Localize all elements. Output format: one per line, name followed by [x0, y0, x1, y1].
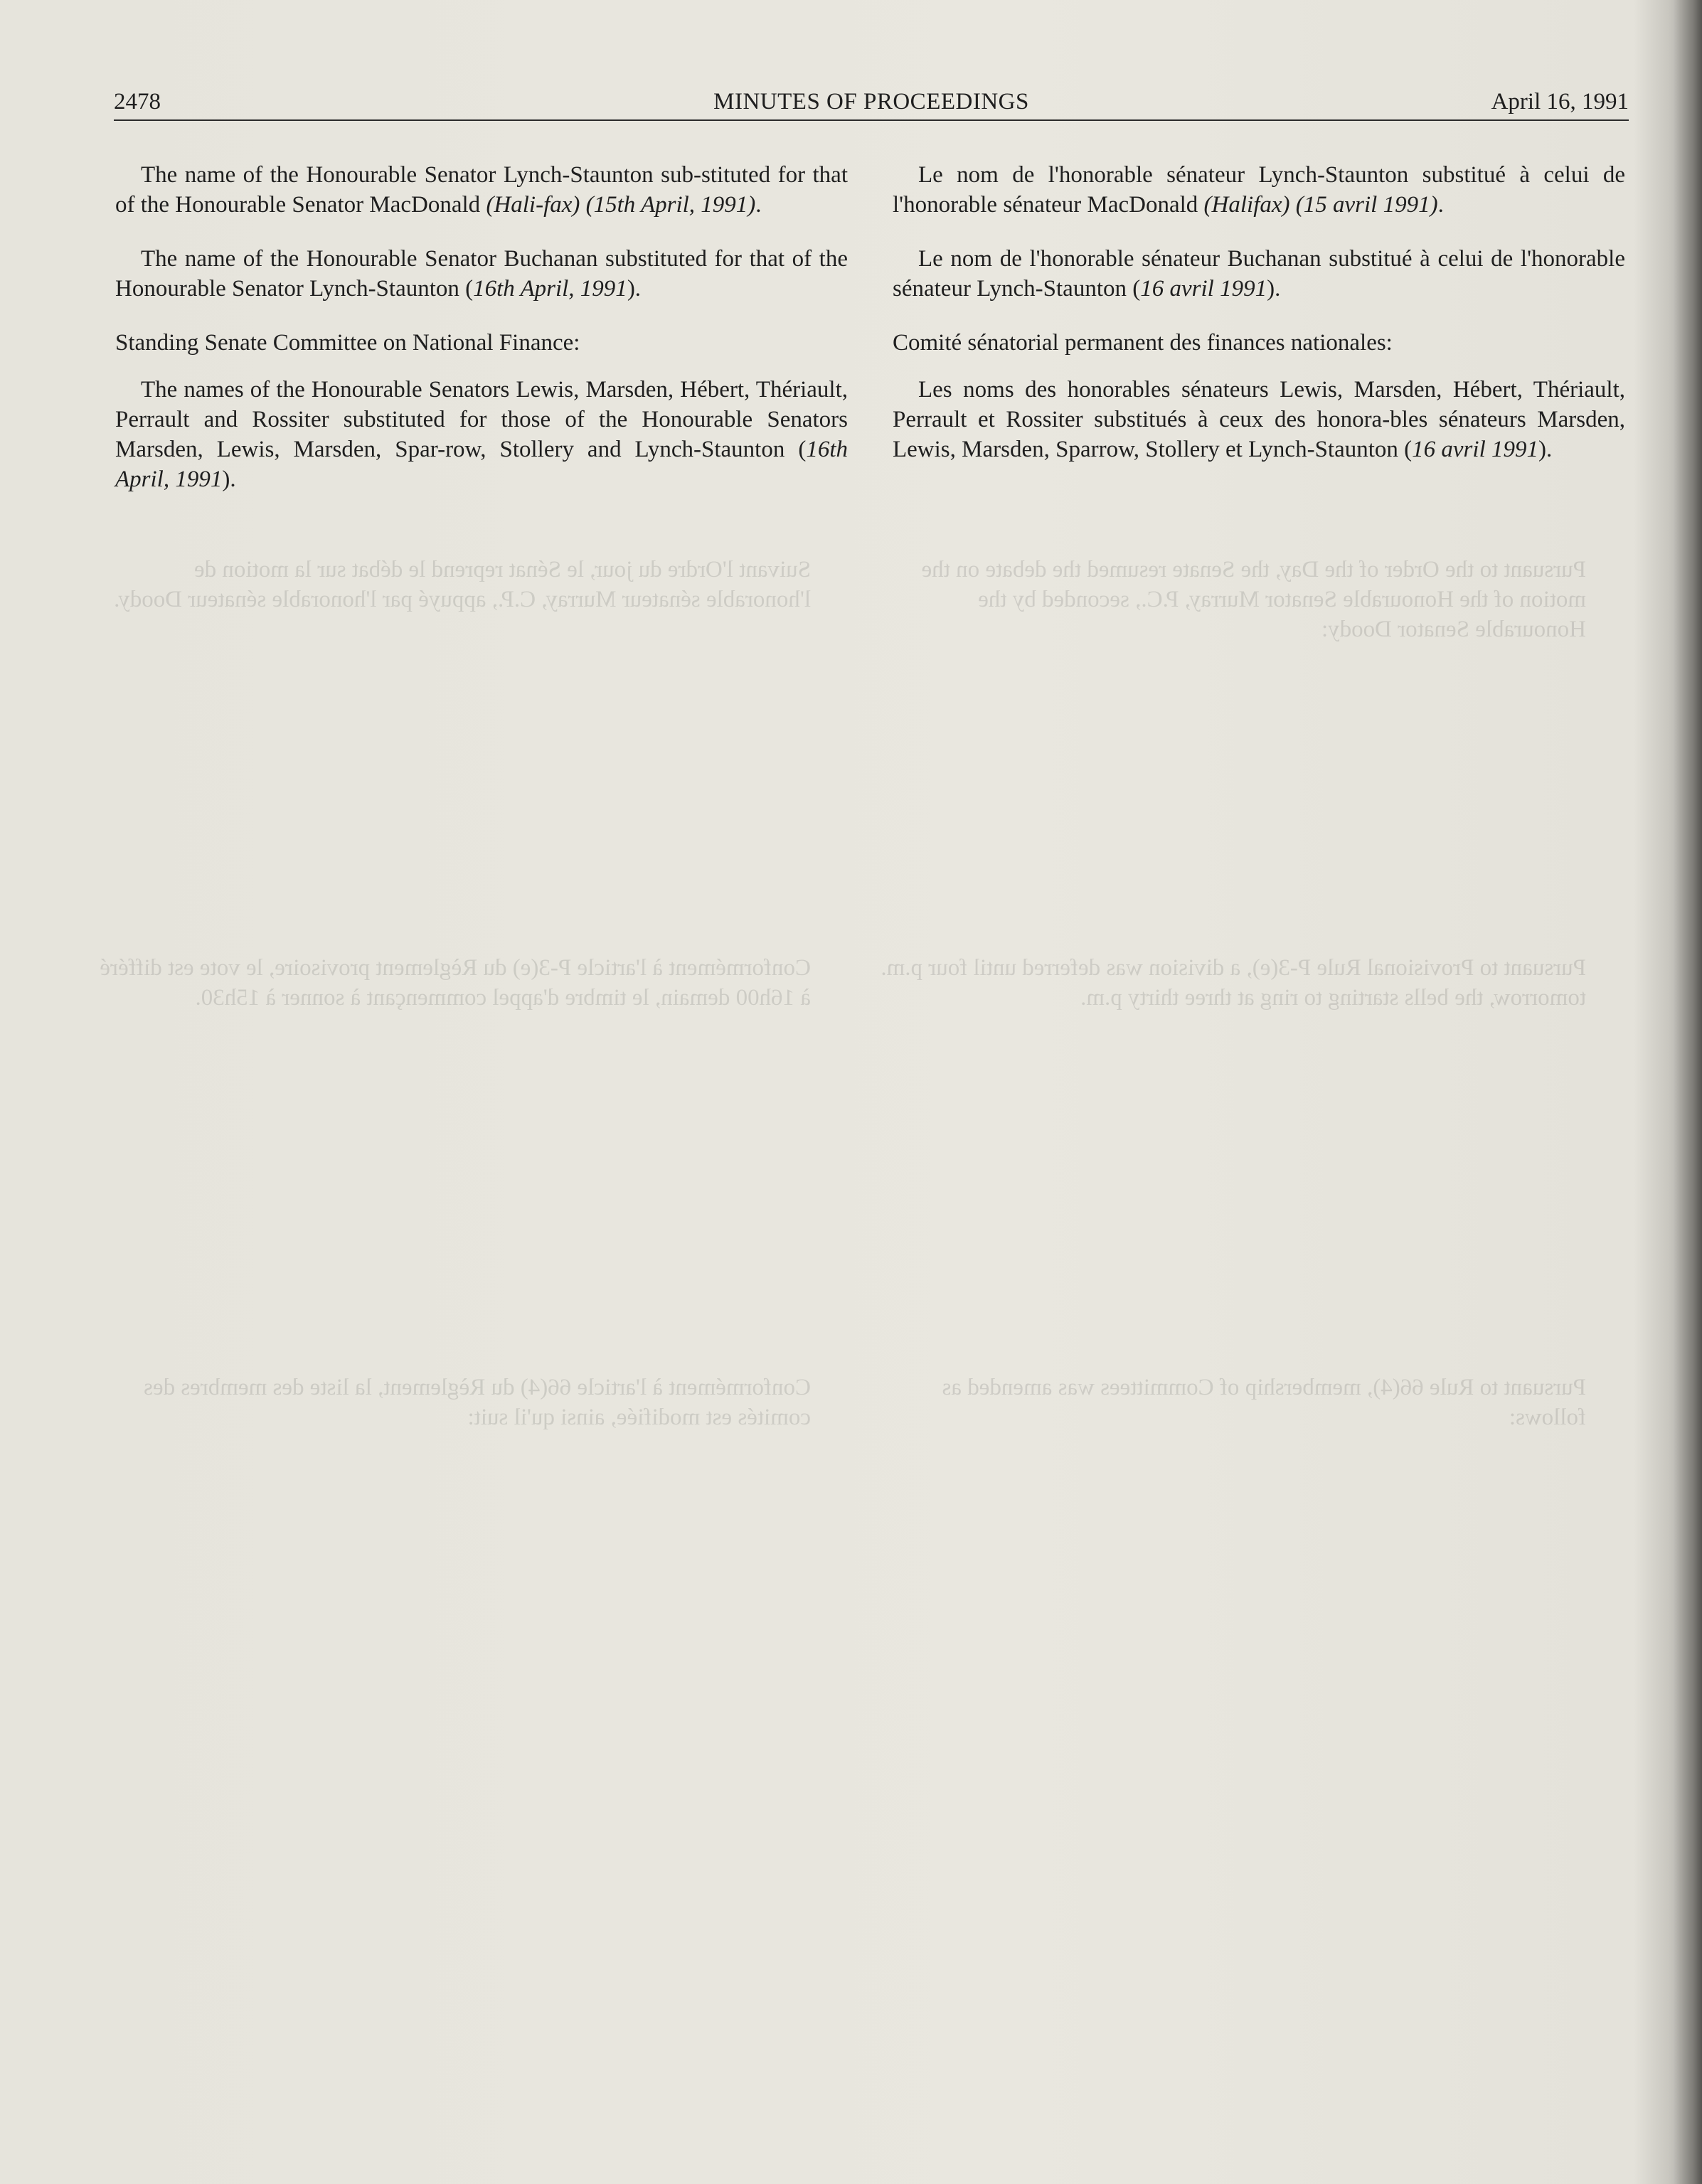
paragraph-italic-text: (Hali-fax) (15th April, 1991) — [486, 192, 756, 218]
paragraph-text-end: . — [755, 192, 762, 218]
paragraph-substitution-lynch-staunton-fr — [893, 160, 1625, 220]
paragraph-text: The name of the Honourable Senator Lynch-Staunton sub-stituted for that of the Honourable Senator MacDonald — [115, 162, 848, 218]
header-rule — [114, 119, 1629, 121]
paragraph-text: Le nom de l'honorable sénateur Lynch-Staunton substitué à celui de l'honorable sénateur MacDonald — [893, 162, 1625, 218]
paragraph-text-end: ). — [222, 467, 236, 492]
paragraph-italic-text: 16 avril 1991 — [1140, 276, 1267, 302]
bleed-block: Conformément à l'article P-3(e) du Règlement provisoire, le vote est différé à 16h00 demain, le timbre d'appel commençant à sonner à 15h30. — [100, 955, 811, 1011]
paragraph-italic-text: 16th April, 1991 — [115, 437, 848, 492]
paragraph-italic-text: 16th April, 1991 — [473, 276, 627, 302]
committee-heading-fr: Comité sénatorial permanent des finances nationales: — [893, 330, 1393, 356]
paragraph-text: Le nom de l'honorable sénateur Buchanan substitué à celui de l'honorable sénateur Lynch-Staunton ( — [893, 246, 1625, 302]
bleed-block: Conformément à l'article 66(4) du Règlement, la liste des membres des comités est modifiée, ainsi qu'il suit: — [144, 1375, 811, 1430]
paragraph-italic-text: (Halifax) (15 avril 1991) — [1203, 192, 1438, 218]
paragraph-substitution-names — [115, 375, 848, 494]
paragraph-text: The names of the Honourable Senators Lewis, Marsden, Hébert, Thériault, Perrault and Rossiter substituted for those of the Honourable Senators Marsden, Lewis, Marsden, Spar-row, Stollery and Lynch-Staunton ( — [115, 377, 848, 462]
paragraph-text-end: ). — [1267, 276, 1281, 302]
bleed-block: Suivant l'Ordre du jour, le Sénat reprend le débat sur la motion de l'honorable sénateur Murray, C.P., appuyé par l'honorable sénateur Doody. — [114, 557, 811, 612]
english-column — [115, 160, 848, 518]
paragraph-substitution-lynch-staunton — [115, 160, 848, 220]
bleed-block: Pursuant to Provisional Rule P-3(e), a division was deferred until four p.m. tomorrow, the bells starting to ring at three thirty p.m. — [881, 955, 1586, 1011]
paragraph-italic-text: 16 avril 1991 — [1412, 437, 1538, 462]
bleed-through-text — [100, 555, 1643, 2048]
running-header — [114, 85, 1629, 118]
paragraph-text-end: ). — [1538, 437, 1553, 462]
header-date: April 16, 1991 — [1491, 89, 1629, 114]
bleed-block: Pursuant to the Order of the Day, the Senate resumed the debate on the motion of the Honourable Senator Murray, P.C., seconded by the Honourable Senator Doody: — [921, 557, 1586, 642]
paragraph-text: The name of the Honourable Senator Buchanan substituted for that of the Honourable Senator Lynch-Staunton ( — [115, 246, 848, 302]
page-number: 2478 — [114, 89, 161, 114]
paragraph-substitution-buchanan-fr — [893, 244, 1625, 304]
french-column — [893, 160, 1625, 489]
paragraph-substitution-buchanan — [115, 244, 848, 304]
bleed-block: Pursuant to Rule 66(4), membership of Committees was amended as follows: — [942, 1375, 1586, 1430]
paragraph-text-end: . — [1437, 192, 1444, 218]
paragraph-substitution-names-fr — [893, 375, 1625, 464]
committee-heading: Standing Senate Committee on National Finance: — [115, 330, 580, 356]
paragraph-text-end: ). — [627, 276, 642, 302]
paragraph-text: Les noms des honorables sénateurs Lewis, Marsden, Hébert, Thériault, Perrault et Rossiter substitués à ceux des honora-bles sénateurs Marsden, Lewis, Marsden, Sparrow, Stollery et Lynch-Staunton ( — [893, 377, 1625, 462]
binding-shadow — [1674, 0, 1702, 2184]
running-title: MINUTES OF PROCEEDINGS — [713, 89, 1029, 114]
